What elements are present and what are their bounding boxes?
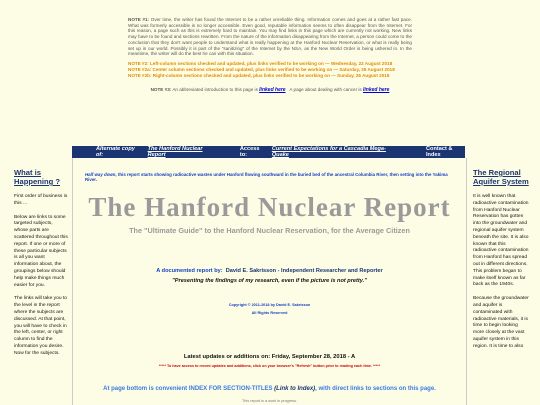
left-paragraph: First order of business is this ... [14,194,68,206]
intro-link[interactable]: linked here [259,86,286,93]
left-paragraph: Below are links to some targeted subjects, whose parts are scattered throughout this report. If one or more of these particular subjects is all you want information about, the groupings below should help make things much easier for you. [14,214,68,288]
copyright: Copyright © 2011-2018 by David E. Sakrisson All Rights Reserved [228,303,311,315]
cascadia-link[interactable]: Current Expectations for a Cascadia Mega-Quake [271,146,386,158]
right-heading[interactable]: The Regional Aquifer System [473,168,529,186]
top-navbar [72,146,465,158]
right-paragraph: It is well known that radioactive contamination from Hanford Nuclear Reservation has gotten into the groundwater and regional aquifer system beneath the site. It is also known that this radioactive contamination from Hanford has spread out in different directions. This problem began to make itself known as far back as the 1940s. [473,194,529,288]
byline: A documented report by: David E. Sakrisson - Independent Researcher and Reporter [156,268,383,274]
refresh-notice: ***** To have access to recent updates and additions, click on your browser's "Refresh" button prior to reading each time. ***** [158,364,381,368]
index-notice: At page bottom is convenient INDEX FOR SECTION-TITLES (Link to Index), with direct links to sections on this page. [103,386,436,392]
access-label: Access to: [239,146,260,158]
author-quote: "Presenting the findings of my research, even if the picture is not pretty." [172,278,367,284]
left-column [14,168,68,365]
page-title: The Hanford Nuclear Report [88,192,451,222]
notes-section [128,17,412,98]
center-column [72,158,467,405]
note-2: NOTE #2: Left-column sections checked and updated, plus links verified to be working on — Wednesday, 22 August 2018 [128,60,393,66]
note-2a: NOTE #2a: Center column sections checked and updated, plus links verified to be working on — Saturday, 25 August 2018 [128,66,395,72]
notes-verification [128,61,412,79]
left-heading[interactable]: What is Happening ? [14,168,60,186]
latest-updates: Latest updates or additions on: Friday, September 28, 2018 - A [183,354,356,360]
contact-index-link[interactable]: Contact & Index [425,146,453,158]
left-paragraph: The links will take you to the level in the report where the subjects are discussed. At that point, you will have to check in the left, center, or right column to find the information you desire. Now for the subjects. [14,296,68,356]
intro-note: Half way down, this report starts showing radioactive wastes under Hanford flowing southward in the buried bed of the ancestral Columbia River, then setting into the Yakima River. [85,172,448,182]
cancer-page-link[interactable]: linked here [362,86,390,93]
alt-copy-link[interactable]: The Hanford Nuclear Report [147,146,203,158]
index-link[interactable]: (Link to Index) [274,386,316,392]
right-paragraph: Because the groundwater and aquifer is contaminated with radioactive materials, it is time to begin looking more closely at the vast aquifer system in this region. It is time to also [473,296,529,349]
note-1: NOTE #1: Over time, the writer has found the Internet to be a rather unreliable thing. Information comes and goes at a rather fast pace. What was formerly accessible is no longer accessible. Even good, reputable information seems to often disappear from the Internet. For this reason, a page such as this is extremely hard to maintain. You may find links in this page which are currently not working. New links may have to be found and sections rewritten. From the nature of the information disappearing from the Internet, a person could come to the conclusion that they don't want people to understand what is really happening at the Hanford Nuclear Reservation, or what is really being set up in our world. Possibly it is part of the "sanitizing" of the Internet by the NSA, as the New World Order is being ushered in. In the meantime, the writer will do the best he can with this situation. [128,17,412,57]
note-3: NOTE #3: An abbreviated introduction to this page is linked here A page about dealing with cancer is linked here [150,86,390,93]
page-subtitle: The "Ultimate Guide" to the Hanford Nuclear Reservation, for the Average Citizen [129,226,410,235]
note-2b: NOTE #2b: Right-column sections checked and updated, plus links verified to be working on — Sunday, 26 August 2018 [128,72,390,78]
alt-copy-label: Alternate copy of: [96,146,135,158]
work-in-progress: This report is a work in progress. [241,399,298,403]
right-column [473,168,529,358]
